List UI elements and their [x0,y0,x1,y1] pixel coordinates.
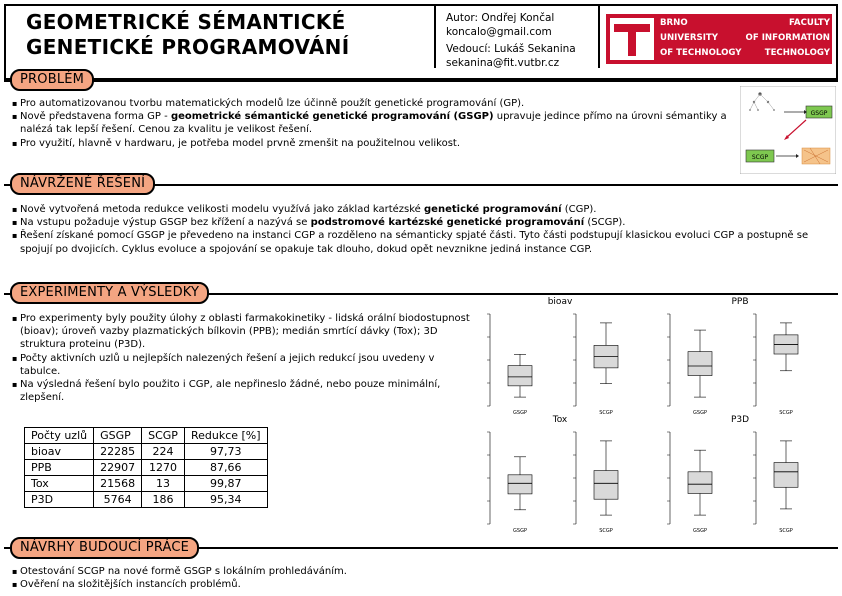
poster-title [26,10,426,60]
scgp-node-label: SCGP [751,154,769,161]
chart-title: Tox [552,415,568,425]
box [688,352,712,376]
author-email[interactable]: koncalo@gmail.com [446,26,552,38]
list-item: ▪ Na výsledná řešení bylo použito i CGP, ale nepřineslo žádné, nebo pouze minimální, zlepšení. [12,378,472,404]
logo-text-4: OF INFORMATION [745,33,830,43]
logo-t-mark-icon [610,18,654,60]
section-label-problem: PROBLÉM [10,69,94,91]
title-line-2: GENETICKÉ PROGRAMOVÁNÍ [26,35,350,59]
x-tick-label: GSGP [693,528,707,532]
table-header-row [25,428,268,444]
chart-title: PPB [731,297,749,307]
logo-text [660,16,830,62]
box [594,471,618,500]
solution-bullets [12,203,830,256]
list-item: ▪ Pro automatizovanou tvorbu matematických modelů lze účinně použít genetické programování (GP). [12,97,742,110]
supervisor-email[interactable]: sekanina@fit.vutbr.cz [446,57,560,69]
list-item: ▪ Nově vytvořená metoda redukce velikosti modelu využívá jako základ kartézské genetické programování (CGP). [12,203,830,216]
x-tick-label: SCGP [779,410,793,416]
table-row: bioav 22285 224 97,73 [25,444,268,460]
experiments-bullets [12,312,472,404]
box [774,463,798,488]
reduced-graph-icon [802,148,830,164]
x-tick-label: GSGP [513,410,527,416]
table-header: Redukce [%] [184,428,267,444]
authors-block [446,11,576,70]
chart-title: P3D [730,415,750,425]
table-row: Tox 21568 13 99,87 [25,476,268,492]
logo-text-3: UNIVERSITY [660,33,718,43]
box [688,472,712,494]
results-table [24,427,268,508]
logo-text-1: BRNO [660,18,688,28]
logo-text-5: OF TECHNOLOGY [660,48,742,58]
fit-logo [606,14,832,64]
table-row: PPB 22907 1270 87,66 [25,460,268,476]
supervisor-name: Vedoucí: Lukáš Sekanina [446,43,576,55]
boxplot-panel [470,296,830,532]
header-divider [598,4,600,68]
list-item: ▪ Na vstupu požaduje výstup GSGP bez křížení a nazývá se podstromové kartézské genetické programování (SCGP). [12,216,830,229]
chart-title: bioav [547,297,573,307]
logo-text-6: TECHNOLOGY [764,48,830,58]
author-name: Autor: Ondřej Končal [446,12,555,24]
list-item: ▪ Pro experimenty byly použity úlohy z oblasti farmakokinetiky - lidská orální biodostupnost (bioav); úroveň vazby plazmatických bílkovin (PPB); medián smrtící dávky (Tox); 3D struktura proteinu (P3D). [12,312,472,352]
list-item: ▪ Nově představena forma GP - geometrické sémantické genetické programování (GSGP) upravuje jedince přímo na úrovni sémantiky a nalézá tak lepší řešení. Cenou za kvalitu je velikost řešení. [12,110,742,136]
table-header: Počty uzlů [25,428,94,444]
table-row: P3D 5764 186 95,34 [25,492,268,508]
title-line-1: GEOMETRICKÉ SÉMANTICKÉ [26,10,346,34]
section-label-future: NÁVRHY BUDOUCÍ PRÁCE [10,537,199,559]
box [508,475,532,494]
list-item: ▪ Ověření na složitějších instancích problémů. [12,578,830,591]
section-label-experiments: EXPERIMENTY A VÝSLEDKY [10,282,209,304]
x-tick-label: SCGP [599,528,613,532]
logo-text-2: FACULTY [789,18,830,28]
x-tick-label: GSGP [693,410,707,416]
x-tick-label: SCGP [599,410,613,416]
list-item: ▪ Počty aktivních uzlů u nejlepších nalezených řešení a jejich redukcí jsou uvedeny v tabulce. [12,352,472,378]
x-tick-label: SCGP [779,528,793,532]
problem-bullets [12,97,742,150]
method-diagram [740,86,836,174]
list-item: ▪ Pro využití, hlavně v hardwaru, je potřeba model prvně zmenšit na použitelnou velikost. [12,137,742,150]
list-item: ▪ Řešení získané pomocí GSGP je převedeno na instanci CGP a rozděleno na sémanticky spjaté části. Tyto části podstupují klasickou evoluci CGP a postupně se spojují po dvojicích. Cyklus evoluce a spojování se opakuje tak dlouho, dokud opět nevznikne jediná instance CGP. [12,229,830,255]
header-divider [434,4,436,68]
gsgp-node-label: GSGP [810,110,828,117]
section-divider [4,80,838,82]
section-label-solution: NÁVRŽENÉ ŘEŠENÍ [10,173,155,195]
table-header: GSGP [94,428,142,444]
box [508,366,532,386]
list-item: ▪ Otestování SCGP na nové formě GSGP s lokálním prohledáváním. [12,565,830,578]
x-tick-label: GSGP [513,528,527,532]
future-bullets [12,565,830,591]
table-header: SCGP [142,428,185,444]
